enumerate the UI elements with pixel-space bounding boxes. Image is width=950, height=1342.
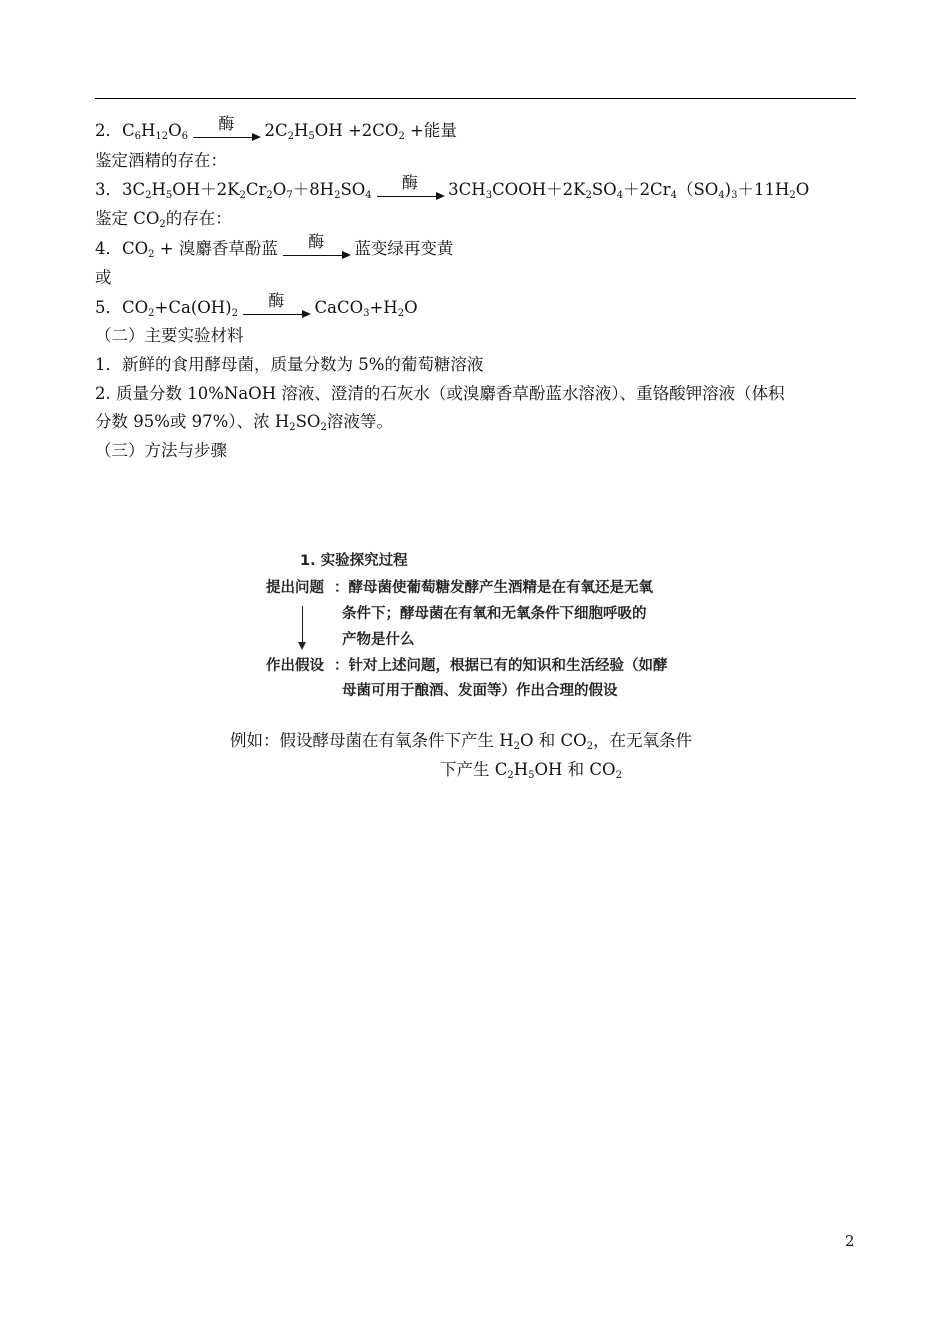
question-line-1: ：酵母菌使葡萄糖发酵产生酒精是在有氧还是无氧 bbox=[334, 580, 653, 596]
equation-limewater: 5．$CO_2+Ca(OH)_2$ 酶 $CaCO_3+H_2O$ bbox=[95, 291, 418, 319]
hypothesis-line-1: ：针对上述问题，根据已有的知识和生活经验（如酵 bbox=[334, 658, 668, 674]
materials-item-2: 2. 质量分数 10%NaOH 溶液、澄清的石灰水（或溴麝香草酚蓝水溶液）、重铬酸钾溶液（体积 bbox=[95, 384, 785, 403]
equation-bromothymol: 4．$CO_2$ + 溴麝香草酚蓝 酶 蓝变绿再变黄 bbox=[95, 232, 454, 260]
materials-item-2-cont: 分数 95%或 97%）、浓 $H_2SO_2$溶液等。 bbox=[95, 412, 393, 433]
reaction-arrow: 酶 bbox=[193, 120, 259, 138]
arrow-right-icon bbox=[243, 314, 303, 315]
section-materials-heading: （二）主要实验材料 bbox=[95, 326, 244, 345]
header-rule bbox=[95, 98, 856, 99]
equation-fermentation: 2．$C_6H_{12}O_6$ 酶 $2C_2H_5OH +2CO_2$ +能量 bbox=[95, 114, 457, 142]
arrow-right-icon bbox=[377, 196, 437, 197]
page-number: 2 bbox=[845, 1232, 855, 1250]
arrow-right-icon bbox=[283, 255, 343, 256]
materials-item-1: 1．新鲜的食用酵母菌，质量分数为 5%的葡萄糖溶液 bbox=[95, 355, 484, 374]
hypothesis-line-2: 母菌可用于酿酒、发面等）作出合理的假设 bbox=[342, 683, 618, 699]
example-line-2: 下产生 $C_2H_5OH$ 和 $CO_2$ bbox=[440, 760, 622, 781]
figure-title: 1. 实验探究过程 bbox=[300, 553, 408, 569]
arrow-right-icon bbox=[193, 137, 253, 138]
question-label: 提出问题 bbox=[266, 580, 324, 596]
reaction-arrow: 酶 bbox=[243, 297, 309, 315]
experiment-process-figure bbox=[262, 548, 692, 708]
arrow-down-icon bbox=[302, 606, 303, 648]
section-methods-heading: （三）方法与步骤 bbox=[95, 441, 227, 460]
equation-dichromate: 3．$3C_2H_5OH+2K_2Cr_2O_7+8H_2SO_4$ 酶 $3CH_3COOH+2K_2SO_4+2Cr_4(SO_4)_3+11H_2O$ bbox=[95, 173, 810, 201]
question-line-3: 产物是什么 bbox=[342, 632, 415, 648]
text-or: 或 bbox=[95, 268, 112, 287]
hypothesis-label: 作出假设 bbox=[266, 658, 324, 674]
question-line-2: 条件下；酵母菌在有氧和无氧条件下细胞呼吸的 bbox=[342, 606, 647, 622]
text-alcohol-test: 鉴定酒精的存在： bbox=[95, 151, 227, 170]
text-co2-test: 鉴定 $CO_2$的存在： bbox=[95, 209, 232, 230]
reaction-arrow: 酶 bbox=[283, 238, 349, 256]
example-line-1: 例如：假设酵母菌在有氧条件下产生 $H_2O$ 和 $CO_2$，在无氧条件 bbox=[230, 731, 693, 752]
reaction-arrow: 酶 bbox=[377, 179, 443, 197]
